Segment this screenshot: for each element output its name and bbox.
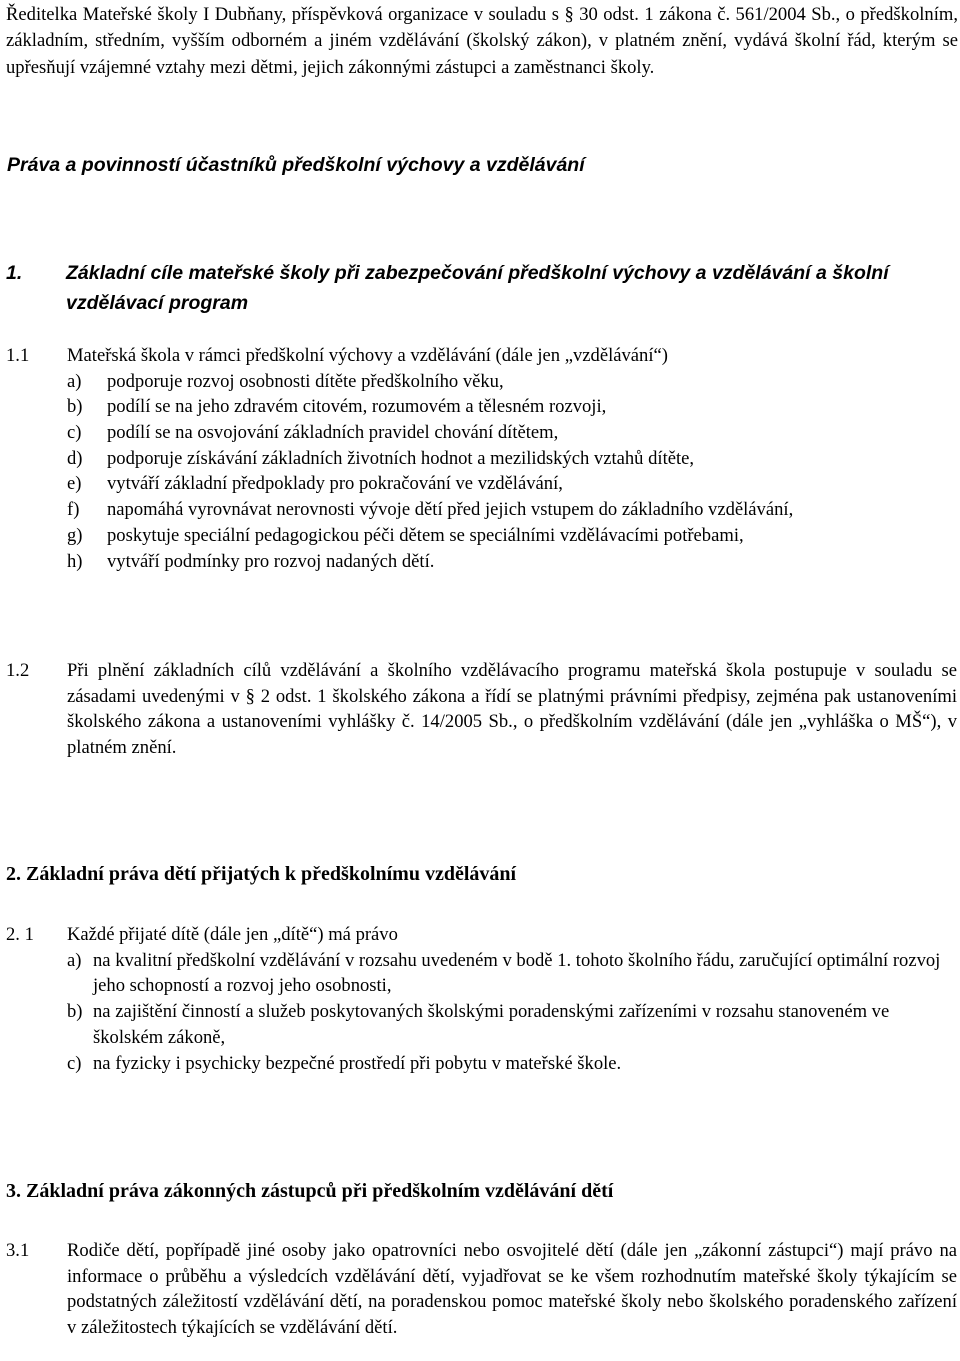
paragraph-1-2-text: Při plnění základních cílů vzdělávání a školního vzdělávacího programu mateřská škola postupuje v souladu se zásadami uvedenými v § 2 odst. 1 školského zákona a řídí se platnými právními předpisy, zejména pak ustanoveními školského zákona a ustanoveními vyhlášky č. 14/2005 Sb., o předškolním vzdělávání (dále jen „vyhláška o MŠ“), v platném znění. [67, 660, 957, 759]
list-item [67, 1051, 957, 1077]
list-item-letter: a) [67, 370, 82, 392]
list-item [67, 948, 957, 999]
paragraph-1-1-number: 1.1 [6, 345, 30, 366]
list-item [67, 369, 957, 395]
list-2-1 [67, 948, 957, 1077]
section-3-heading: 3. Základní práva zákonných zástupců při předškolním vzdělávání dětí [6, 1180, 614, 1202]
list-item [67, 471, 957, 497]
section-1-title: Základní cíle mateřské školy při zabezpečování předškolní výchovy a vzdělávání a školní vzdělávací program [66, 262, 889, 314]
paragraph-2-1-lead: Každé přijaté dítě (dále jen „dítě“) má právo [67, 924, 398, 945]
list-item-text: vytváří podmínky pro rozvoj nadaných dětí. [107, 550, 435, 572]
list-item [67, 420, 957, 446]
list-item-text: podílí se na osvojování základních pravidel chování dítětem, [107, 422, 559, 444]
list-item-text: poskytuje speciální pedagogickou péči dětem se speciálními vzdělávacími potřebami, [107, 524, 744, 546]
list-item-letter: c) [67, 1052, 82, 1074]
paragraph-3-1-text: Rodiče dětí, popřípadě jiné osoby jako opatrovníci nebo osvojitelé dětí (dále jen „zákonní zástupci“) mají právo na informace o průběhu a výsledcích vzdělávání dětí, vyjadřovat se ke všem rozhodnutím mateřské školy týkajícím se podstatných záležitostí vzdělávání dětí, na poradenskou pomoc mateřské školy nebo školského poradenského zařízení v záležitostech týkajících se vzdělávání dětí. [67, 1240, 957, 1339]
list-item-text: vytváří základní předpoklady pro pokračování ve vzdělávání, [107, 473, 563, 495]
list-item-letter: a) [67, 949, 82, 971]
paragraph-3-1-number: 3.1 [6, 1240, 30, 1261]
list-item [67, 549, 957, 575]
section-2-heading: 2. Základní práva dětí přijatých k předškolnímu vzdělávání [6, 863, 517, 885]
paragraph-1-1-body [67, 343, 957, 574]
list-item-letter: e) [67, 473, 82, 495]
section-1-number: 1. [6, 262, 23, 284]
list-item-letter: h) [67, 550, 83, 572]
paragraph-2-1-body [67, 922, 957, 1076]
list-item [67, 446, 957, 472]
list-item-letter: d) [67, 447, 83, 469]
list-item-text: na kvalitní předškolní vzdělávání v rozsahu uvedeném v bodě 1. tohoto školního řádu, zaručující optimální rozvoj jeho schopností a rozvoj jeho osobnosti, [93, 949, 941, 997]
list-item [67, 394, 957, 420]
list-item-text: podílí se na jeho zdravém citovém, rozumovém a tělesném rozvoji, [107, 396, 607, 418]
list-item [67, 999, 957, 1050]
list-item [67, 523, 957, 549]
list-item-text: podporuje získávání základních životních hodnot a mezilidských vztahů dítěte, [107, 447, 695, 469]
list-item-letter: g) [67, 524, 83, 546]
list-1-1 [67, 369, 957, 575]
list-item-letter: f) [67, 499, 80, 521]
list-item-letter: c) [67, 422, 82, 444]
list-item-text: na fyzicky i psychicky bezpečné prostředí při pobytu v mateřské škole. [93, 1052, 622, 1074]
paragraph-2-1-number: 2. 1 [6, 924, 34, 945]
intro-paragraph: Ředitelka Mateřské školy I Dubňany, příspěvková organizace v souladu s § 30 odst. 1 zákona č. 561/2004 Sb., o předškolním, základním, středním, vyšším odborném a jiném vzdělávání (školský zákon), v platném znění, vydává školní řád, kterým se upřesňují vzájemné vztahy mezi dětmi, jejich zákonnými zástupci a zaměstnanci školy. [6, 4, 958, 78]
list-item [67, 497, 957, 523]
paragraph-1-2-number: 1.2 [6, 660, 30, 681]
list-item-text: na zajištění činností a služeb poskytovaných školskými poradenskými zařízeními v rozsahu stanoveném ve školském zákoně, [93, 1001, 890, 1048]
list-item-letter: b) [67, 1001, 83, 1023]
document-title: Práva a povinností účastníků předškolní výchovy a vzdělávání [7, 154, 585, 176]
list-item-letter: b) [67, 396, 83, 418]
list-item-text: podporuje rozvoj osobnosti dítěte předškolního věku, [107, 370, 504, 392]
paragraph-1-1-lead: Mateřská škola v rámci předškolní výchovy a vzdělávání (dále jen „vzdělávání“) [67, 345, 668, 366]
list-item-text: napomáhá vyrovnávat nerovnosti vývoje dětí před jejich vstupem do základního vzdělávání, [107, 499, 794, 521]
